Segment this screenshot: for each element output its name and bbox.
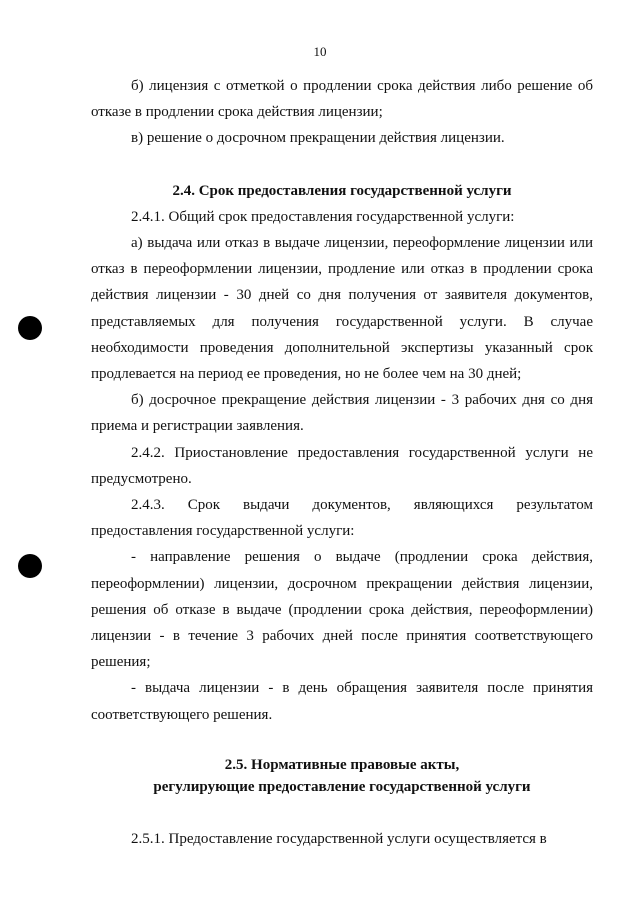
- section-heading-2-5: [91, 754, 593, 798]
- document-body: [91, 73, 593, 852]
- paragraph-2-4-3: 2.4.3. Срок выдачи документов, являющихся результатом предоставления государственной услуги:: [91, 497, 593, 540]
- paragraph-2-4-1: 2.4.1. Общий срок предоставления государственной услуги:: [131, 208, 515, 225]
- paragraph-2-4-3-item-2: - выдача лицензии - в день обращения заявителя после принятия соответствующего решения.: [91, 680, 593, 723]
- paragraph-2-4-1-b: б) досрочное прекращение действия лицензии - 3 рабочих дня со дня приема и регистрации заявления.: [91, 392, 593, 435]
- punch-hole-mark: [18, 554, 42, 578]
- section-heading-2-5-line-2: регулирующие предоставление государственной услуги: [153, 778, 531, 795]
- page-number: 10: [313, 44, 327, 59]
- paragraph-2-5-1: 2.5.1. Предоставление государственной услуги осуществляется в: [131, 830, 547, 847]
- paragraph-license-extension: б) лицензия с отметкой о продлении срока действия либо решение об отказе в продлении срока действия лицензии;: [91, 78, 593, 121]
- section-heading-2-5-line-1: 2.5. Нормативные правовые акты,: [224, 756, 460, 773]
- paragraph-2-4-1-a: а) выдача или отказ в выдаче лицензии, переоформление лицензии или отказ в переоформлении лицензии, продление или отказ в продлении срока действия лицензии - 30 дней со дня получения от заявителя документов, представляемых для получения государственной услуги. В случае необходимости проведения дополнительной экспертизы указанный срок продлевается на период ее проведения, но не более чем на 30 дней;: [91, 235, 593, 383]
- paragraph-2-4-3-item-1: - направление решения о выдаче (продлении срока действия, переоформлении) лицензии, досрочном прекращении действия лицензии, решения об отказе в выдаче (продлении срока действия, переоформлении) лицензии - в течение 3 рабочих дней после принятия соответствующего решения;: [91, 549, 593, 671]
- punch-hole-mark: [18, 316, 42, 340]
- paragraph-2-4-2: 2.4.2. Приостановление предоставления государственной услуги не предусмотрено.: [91, 444, 593, 487]
- paragraph-early-termination-decision: в) решение о досрочном прекращении действия лицензии.: [131, 130, 505, 147]
- section-heading-2-4: 2.4. Срок предоставления государственной услуги: [172, 182, 512, 199]
